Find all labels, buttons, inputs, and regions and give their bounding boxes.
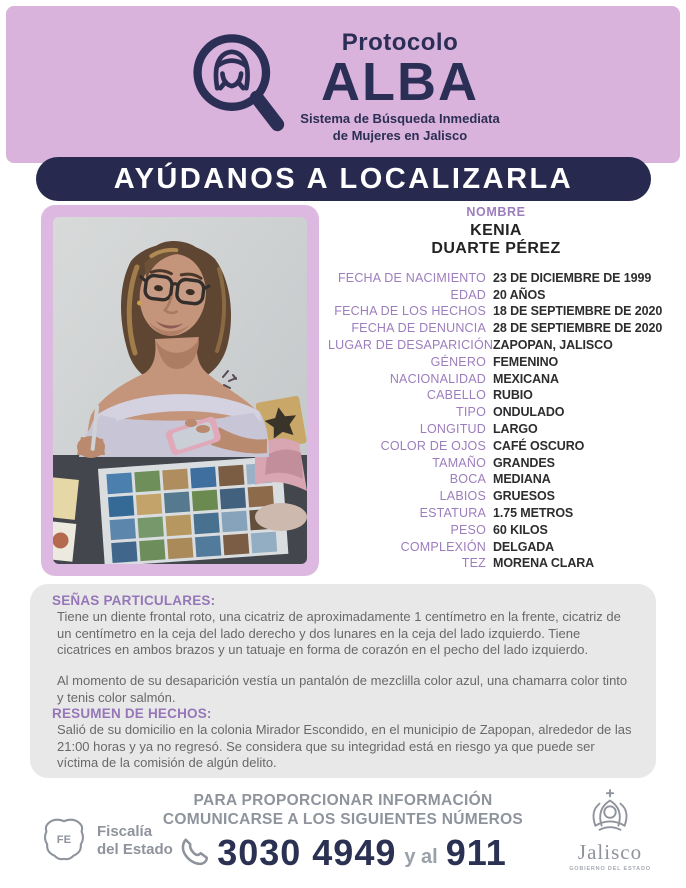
field-row: [328, 439, 664, 456]
logo-title-protocolo: Protocolo: [341, 29, 459, 57]
logo-text: [300, 29, 499, 144]
phone-handset-icon: [179, 835, 209, 872]
contact-line2: COMUNICARSE A LOS SIGUIENTES NÚMEROS: [162, 810, 524, 828]
person-first-name: KENIA: [470, 222, 522, 239]
phone-number-emergency: 911: [445, 832, 507, 874]
field-row: [328, 489, 664, 506]
field-label: LONGITUD: [419, 421, 486, 436]
field-row: [328, 472, 664, 489]
field-value: 18 DE SEPTIEMBRE DE 2020: [493, 304, 663, 319]
field-value: 23 DE DICIEMBRE DE 1999: [493, 270, 652, 285]
logo-subtitle-line2: de Mujeres en Jalisco: [332, 127, 468, 143]
field-row: [328, 422, 664, 439]
person-last-name: DUARTE PÉREZ: [431, 239, 561, 257]
field-value: GRUESOS: [493, 489, 555, 504]
field-value: DELGADA: [493, 539, 555, 554]
fe-shield-icon: [40, 812, 88, 869]
field-value: 60 KILOS: [493, 522, 548, 537]
magnifier-woman-icon: [186, 28, 290, 145]
field-value: 20 AÑOS: [493, 287, 546, 302]
fiscalia-name-line1: Fiscalía: [97, 823, 153, 841]
field-label: NACIONALIDAD: [389, 371, 486, 386]
details-box: [30, 584, 656, 778]
resumen-title: RESUMEN DE HECHOS:: [52, 706, 212, 722]
contact-info: [143, 792, 543, 874]
field-value: CAFÉ OSCURO: [493, 438, 585, 453]
field-row: [328, 288, 664, 305]
field-row: [328, 556, 664, 573]
protocolo-alba-logo: [186, 28, 499, 145]
person-data: [328, 205, 664, 573]
phone-number-primary: 3030 4949: [217, 832, 397, 874]
field-row: [328, 506, 664, 523]
field-label: TAMAÑO: [432, 455, 486, 470]
missing-person-photo: [53, 217, 307, 564]
field-row: [328, 388, 664, 405]
footer: [0, 788, 686, 888]
field-row: [328, 355, 664, 372]
logo-subtitle-line1: Sistema de Búsqueda Inmediata: [300, 111, 500, 127]
help-locate-banner: [36, 157, 651, 201]
jalisco-crest-icon: [589, 821, 631, 838]
field-value: ONDULADO: [493, 405, 565, 420]
field-row: [328, 321, 664, 338]
field-label: GÉNERO: [430, 354, 486, 369]
person-fields: [328, 271, 664, 573]
field-label: FECHA DE DENUNCIA: [351, 321, 486, 336]
field-row: [328, 271, 664, 288]
field-row: [328, 523, 664, 540]
field-value: MORENA CLARA: [493, 556, 595, 571]
field-label: LABIOS: [439, 489, 486, 504]
field-value: RUBIO: [493, 388, 533, 403]
field-label: COLOR DE OJOS: [380, 438, 486, 453]
field-row: [328, 304, 664, 321]
jalisco-logo: [562, 788, 658, 872]
field-label: FECHA DE NACIMIENTO: [337, 270, 486, 285]
header: [6, 6, 680, 163]
logo-title-alba: ALBA: [321, 52, 479, 113]
field-label: ESTATURA: [419, 505, 486, 520]
jalisco-subtitle: GOBIERNO DEL ESTADO: [569, 866, 651, 872]
phone-connector: y al: [404, 845, 438, 868]
resumen-paragraph-1: Salió de su domicilio en la colonia Mirador Escondido, en el municipio de Zapopan, alrededor de las 21:00 horas y ya no regresó. Se considera que su integridad está en riesgo ya que puede ser víctima de la comisión de algún delito.: [57, 722, 632, 771]
banner-text: AYÚDANOS A LOCALIZARLA: [113, 162, 574, 195]
senas-paragraph-2: Al momento de su desaparición vestía un pantalón de mezclilla color azul, una chamarra color tinto y tenis color salmón.: [57, 672, 628, 705]
field-value: MEXICANA: [493, 371, 559, 386]
field-row: [328, 405, 664, 422]
field-row: [328, 372, 664, 389]
senas-title: SEÑAS PARTICULARES:: [52, 593, 216, 608]
photo-frame: [41, 205, 319, 576]
field-row: [328, 456, 664, 473]
name-label: NOMBRE: [466, 205, 526, 219]
field-value: ZAPOPAN, JALISCO: [493, 338, 613, 352]
field-label: CABELLO: [426, 388, 486, 403]
field-label: COMPLEXIÓN: [400, 539, 486, 554]
field-label: TEZ: [461, 556, 486, 571]
field-label: BOCA: [449, 472, 486, 487]
field-label: EDAD: [450, 287, 486, 302]
senas-paragraph-1: Tiene un diente frontal roto, una cicatriz de aproximadamente 1 centímetro en la frente, cicatriz de un centímetro en la ceja del lado derecho y dos lunares en la ceja del lado izquierdo. Tiene cicatrices en ambos brazos y un tatuaje en forma de corazón en el pecho del lado izquierdo.: [57, 609, 621, 658]
contact-line1: PARA PROPORCIONAR INFORMACIÓN: [193, 792, 493, 809]
field-label: LUGAR DE DESAPARICIÓN: [328, 338, 494, 352]
field-label: FECHA DE LOS HECHOS: [334, 304, 486, 319]
field-row: [328, 540, 664, 557]
field-value: GRANDES: [493, 455, 555, 470]
field-label: TIPO: [456, 405, 486, 420]
fiscalia-name-line2: del Estado: [97, 840, 173, 858]
field-value: LARGO: [493, 421, 538, 436]
field-value: FEMENINO: [493, 354, 559, 369]
field-value: MEDIANA: [493, 472, 551, 487]
field-value: 1.75 METROS: [493, 505, 574, 520]
jalisco-name: Jalisco: [577, 840, 643, 864]
fe-shield-text: FE: [56, 833, 72, 846]
field-value: 28 DE SEPTIEMBRE DE 2020: [493, 321, 663, 336]
field-label: PESO: [450, 522, 486, 537]
field-row: [328, 338, 664, 355]
